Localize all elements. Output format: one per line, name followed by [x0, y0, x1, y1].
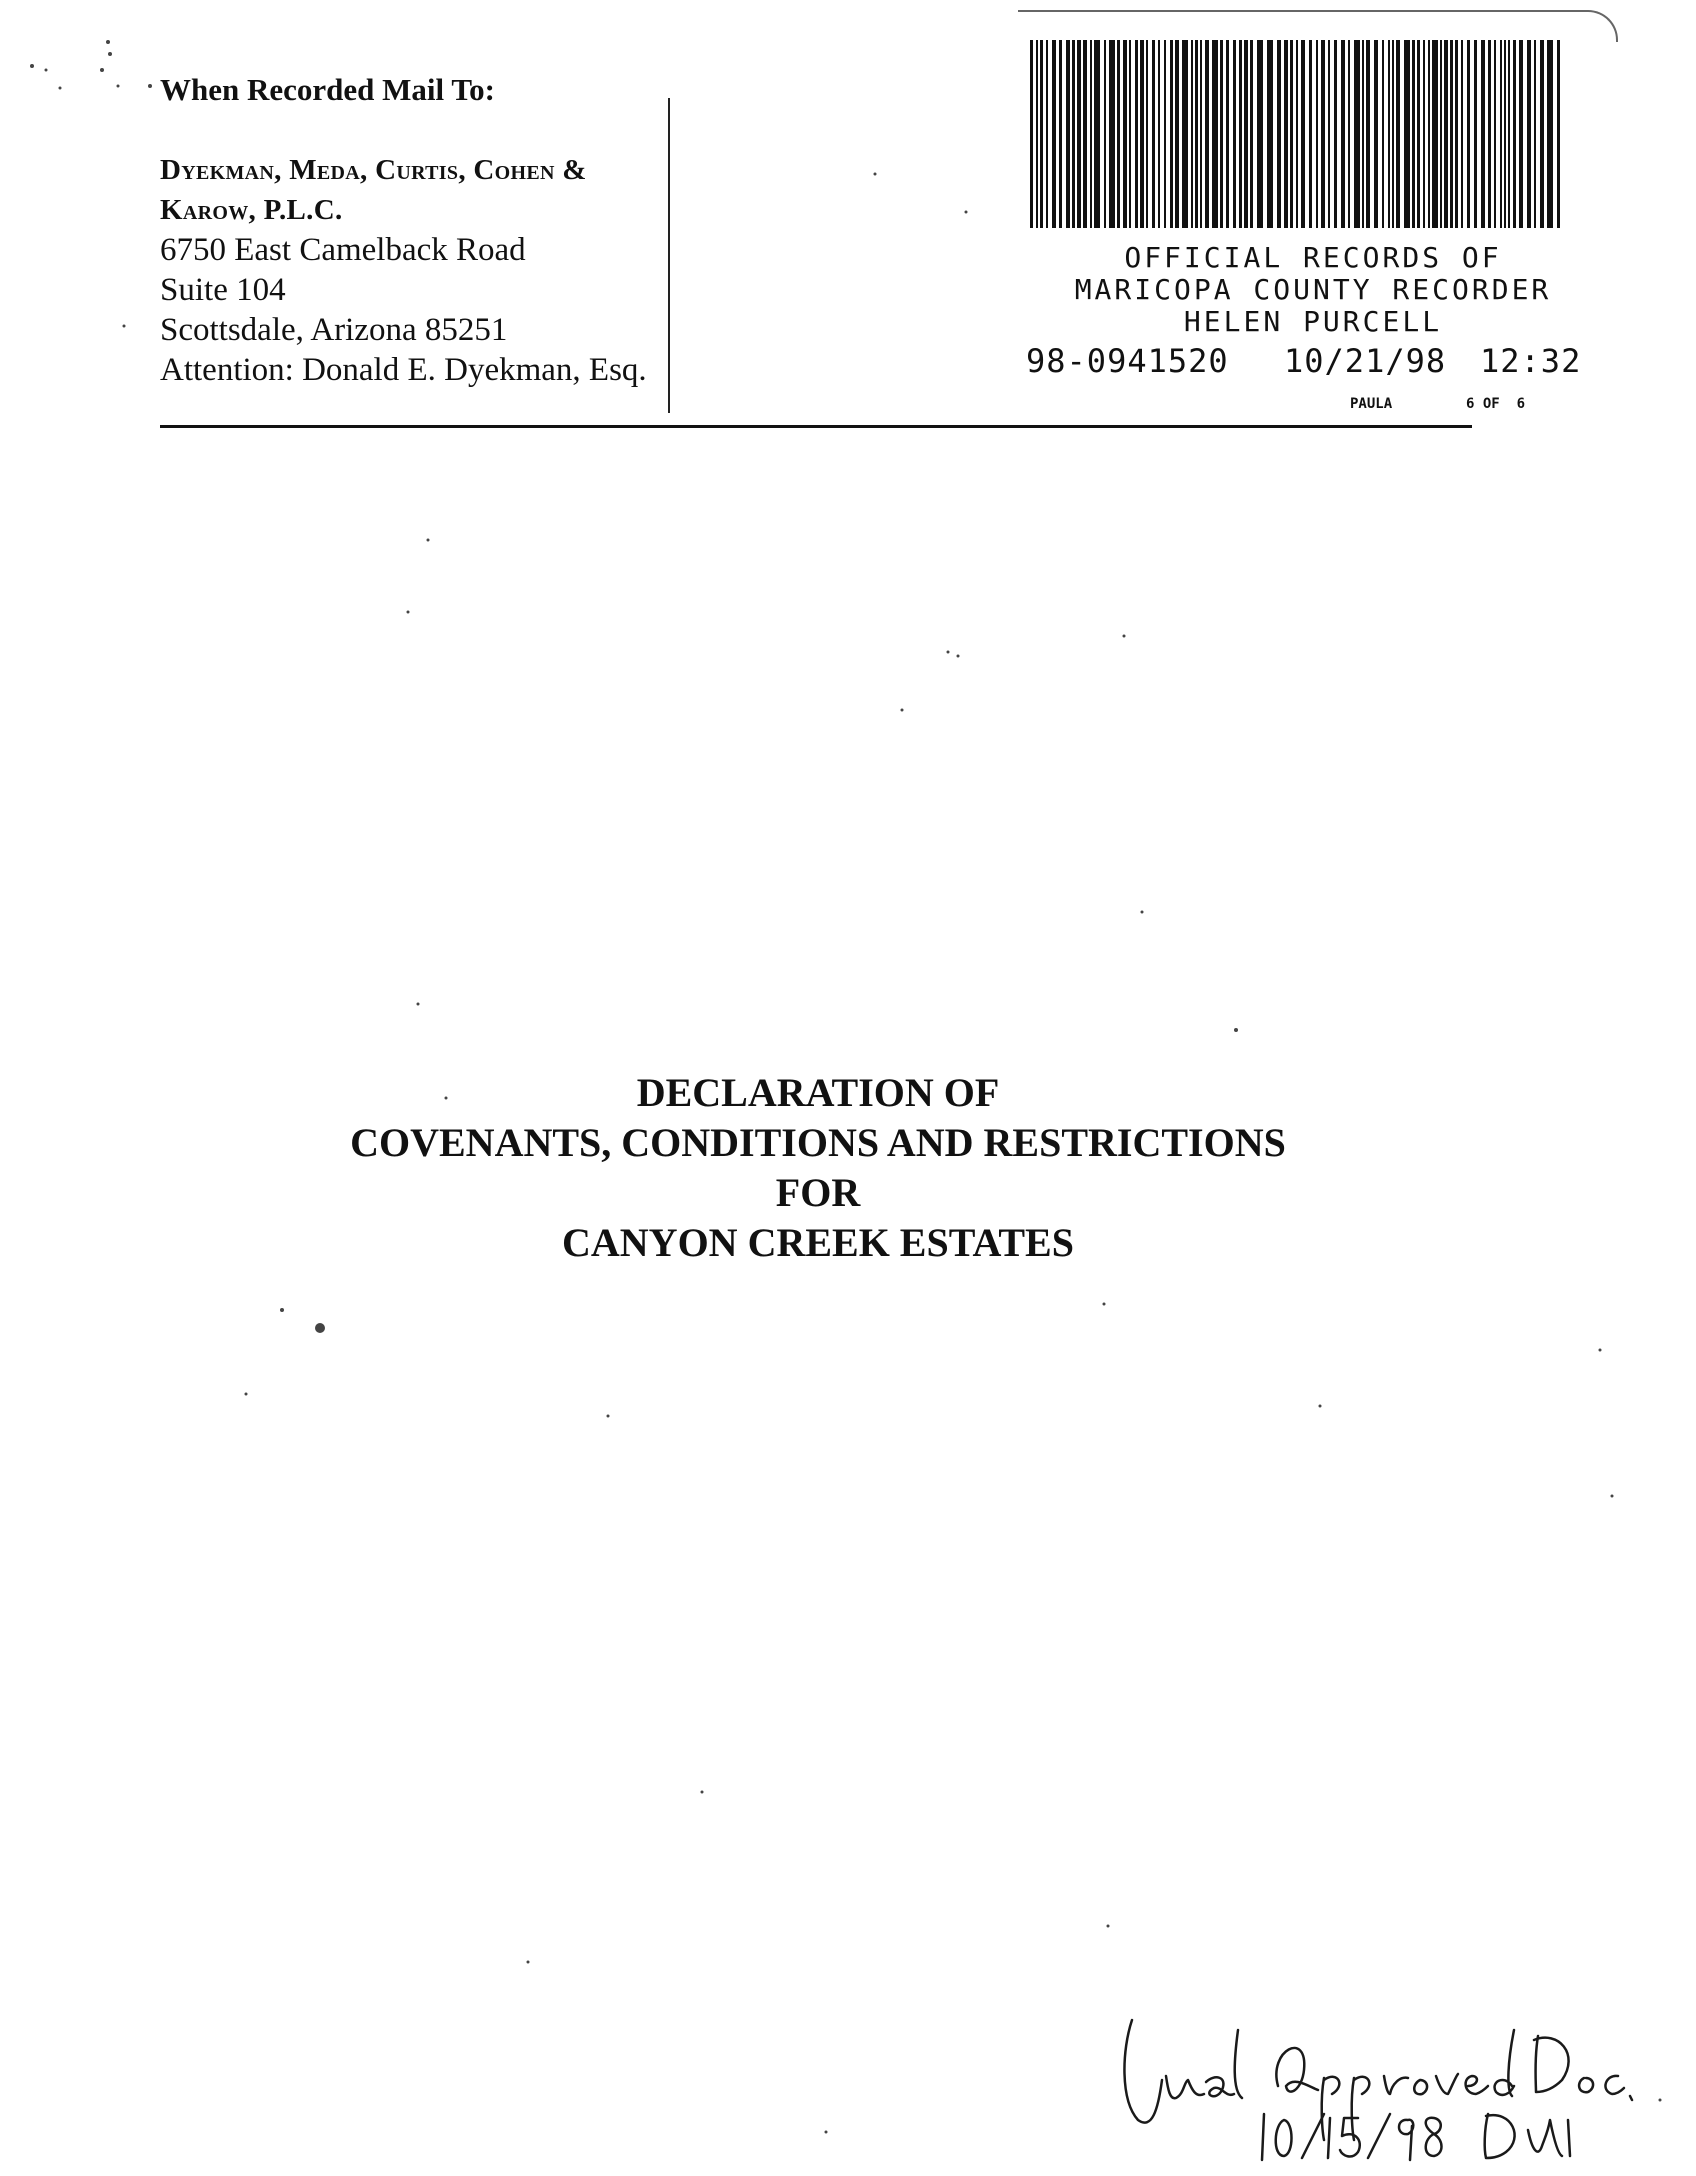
- barcode-bar: [1077, 40, 1081, 228]
- mail-to-label: When Recorded Mail To:: [160, 72, 495, 107]
- page-count: 6 OF 6: [1466, 396, 1526, 412]
- barcode-bar: [1334, 40, 1337, 228]
- barcode-bar: [1362, 40, 1364, 228]
- barcode-bar: [1094, 40, 1100, 228]
- barcode-bar: [1508, 40, 1510, 228]
- barcode-bar: [1354, 40, 1360, 228]
- barcode-bar: [1513, 40, 1516, 228]
- barcode-bar: [1540, 40, 1544, 228]
- barcode-bar: [1348, 40, 1350, 228]
- barcode-bar: [1205, 40, 1209, 228]
- barcode-bar: [1152, 40, 1155, 228]
- barcode-bar: [1404, 40, 1410, 228]
- barcode-bar: [1066, 40, 1070, 228]
- barcode-bar: [1250, 40, 1253, 228]
- barcode-bar: [1455, 40, 1458, 228]
- barcode-bar: [1296, 40, 1298, 228]
- barcode-bar: [1200, 40, 1202, 228]
- barcode-bar: [1284, 40, 1288, 228]
- barcode-bar: [1140, 40, 1144, 228]
- barcode: [1030, 40, 1566, 228]
- barcode-bar: [1534, 40, 1536, 228]
- barcode-bar: [1158, 40, 1160, 228]
- barcode-bar: [1040, 40, 1043, 228]
- barcode-bar: [1440, 40, 1442, 228]
- barcode-bar: [1244, 40, 1248, 228]
- document-number: 98-0941520: [1026, 342, 1229, 380]
- recorder-line-2: MARICOPA COUNTY RECORDER: [1074, 273, 1552, 306]
- barcode-bar: [1036, 40, 1038, 228]
- recording-date: 10/21/98: [1284, 342, 1447, 380]
- firm-name-line-2: Karow, P.L.C.: [160, 194, 343, 226]
- title-line-3: FOR: [775, 1170, 861, 1215]
- barcode-bar: [1504, 40, 1506, 228]
- barcode-bar: [1052, 40, 1056, 228]
- barcode-bar: [1301, 40, 1305, 228]
- recorder-line-1: OFFICIAL RECORDS OF: [1124, 241, 1502, 274]
- barcode-bar: [1059, 40, 1062, 228]
- barcode-bar: [1109, 40, 1115, 228]
- barcode-bar: [1412, 40, 1415, 228]
- barcode-bar: [1146, 40, 1148, 228]
- barcode-bar: [1321, 40, 1325, 228]
- document-title: [0, 1068, 1636, 1268]
- barcode-bar: [1290, 40, 1293, 228]
- barcode-bar: [1030, 40, 1033, 228]
- barcode-bar: [1467, 40, 1470, 228]
- barcode-bar: [1557, 40, 1560, 228]
- barcode-bar: [1417, 40, 1420, 228]
- barcode-bar: [1226, 40, 1229, 228]
- barcode-bar: [1309, 40, 1312, 228]
- barcode-bar: [1527, 40, 1531, 228]
- barcode-bar: [1123, 40, 1127, 228]
- barcode-bar: [1423, 40, 1425, 228]
- barcode-bar: [1233, 40, 1236, 228]
- barcode-bar: [1488, 40, 1491, 228]
- clerk-initials: PAULA: [1350, 396, 1393, 412]
- barcode-bar: [1328, 40, 1330, 228]
- barcode-bar: [1366, 40, 1370, 228]
- attention-line: Attention: Donald E. Dyekman, Esq.: [160, 352, 647, 388]
- barcode-bar: [1341, 40, 1345, 228]
- barcode-bar: [1396, 40, 1400, 228]
- barcode-bar: [1277, 40, 1281, 228]
- barcode-bar: [1220, 40, 1223, 228]
- barcode-bar: [1481, 40, 1485, 228]
- barcode-bar: [1170, 40, 1173, 228]
- barcode-bar: [1428, 40, 1430, 228]
- barcode-bar: [1316, 40, 1318, 228]
- barcode-bar: [1191, 40, 1193, 228]
- barcode-bar: [1083, 40, 1087, 228]
- barcode-bar: [1474, 40, 1477, 228]
- barcode-bar: [1432, 40, 1438, 228]
- barcode-bar: [1388, 40, 1390, 228]
- recording-time: 12:32: [1480, 342, 1582, 380]
- barcode-bar: [1175, 40, 1179, 228]
- barcode-bar: [1239, 40, 1242, 228]
- barcode-bar: [1195, 40, 1198, 228]
- barcode-bar: [1461, 40, 1463, 228]
- firm-name-line-1: Dyekman, Meda, Curtis, Cohen &: [160, 154, 587, 186]
- header-divider: [160, 425, 1472, 428]
- city-state-zip: Scottsdale, Arizona 85251: [160, 312, 508, 348]
- barcode-bar: [1182, 40, 1188, 228]
- barcode-bar: [1382, 40, 1384, 228]
- barcode-bar: [1500, 40, 1502, 228]
- barcode-bar: [1212, 40, 1218, 228]
- barcode-bar: [1090, 40, 1092, 228]
- barcode-bar: [1129, 40, 1131, 228]
- barcode-bar: [1374, 40, 1378, 228]
- title-line-2: COVENANTS, CONDITIONS AND RESTRICTIONS: [350, 1120, 1286, 1165]
- barcode-bar: [1450, 40, 1453, 228]
- barcode-bar: [1046, 40, 1048, 228]
- title-line-4: CANYON CREEK ESTATES: [562, 1220, 1074, 1265]
- recorder-stamp: [1030, 242, 1596, 338]
- barcode-bar: [1072, 40, 1075, 228]
- street-address: 6750 East Camelback Road: [160, 232, 526, 268]
- address-divider: [668, 98, 670, 413]
- barcode-bar: [1164, 40, 1166, 228]
- title-line-1: DECLARATION OF: [636, 1070, 1000, 1115]
- barcode-bar: [1257, 40, 1263, 228]
- stamp-border: [1018, 10, 1618, 42]
- suite: Suite 104: [160, 272, 286, 308]
- barcode-bar: [1547, 40, 1553, 228]
- recorder-line-3: HELEN PURCELL: [1183, 305, 1443, 338]
- barcode-bar: [1519, 40, 1523, 228]
- barcode-bar: [1444, 40, 1448, 228]
- handwritten-approval-note: [1118, 1990, 1638, 2170]
- barcode-bar: [1117, 40, 1120, 228]
- barcode-bar: [1135, 40, 1138, 228]
- barcode-bar: [1267, 40, 1273, 228]
- barcode-bar: [1494, 40, 1496, 228]
- barcode-bar: [1392, 40, 1394, 228]
- return-address: [160, 150, 647, 390]
- barcode-bar: [1104, 40, 1106, 228]
